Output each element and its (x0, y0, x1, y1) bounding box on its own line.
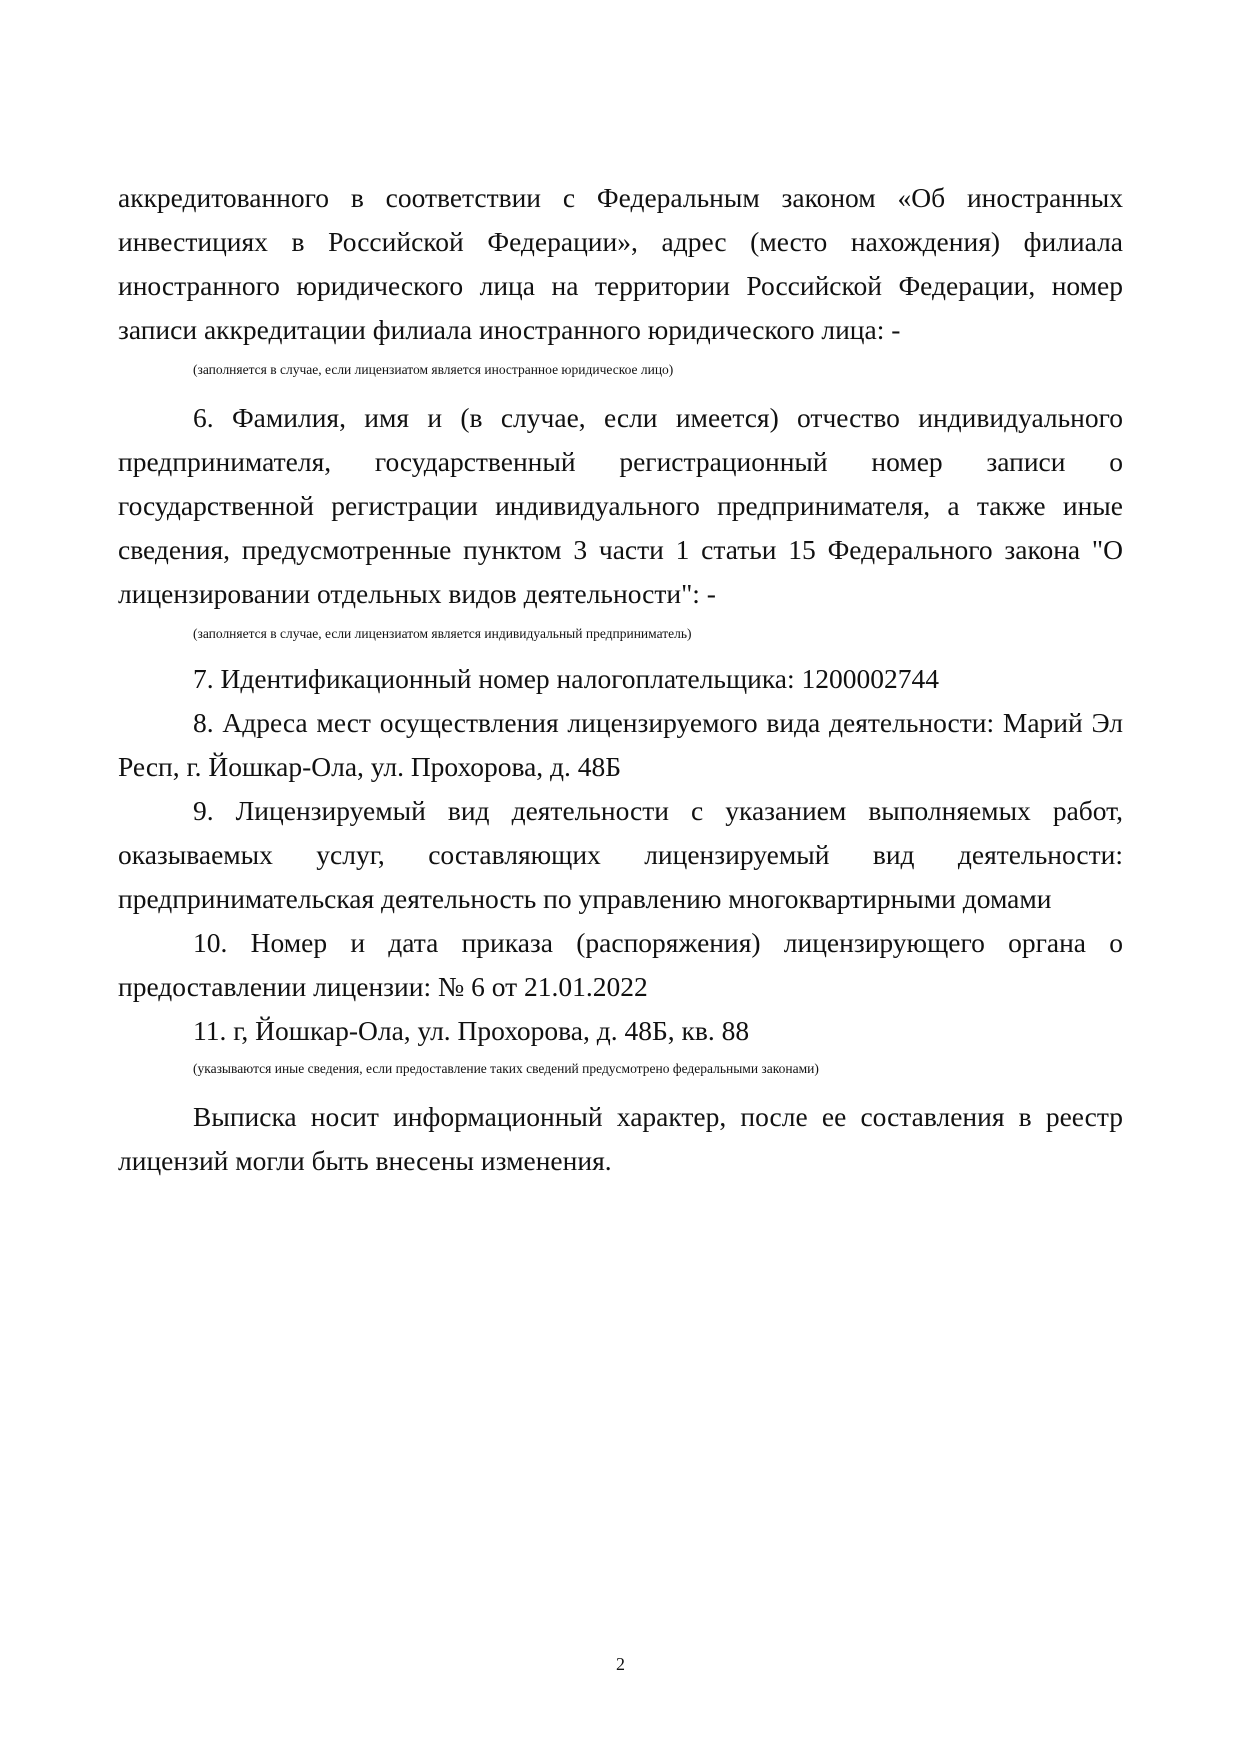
paragraph-6-individual-entrepreneur: 6. Фамилия, имя и (в случае, если имеется) отчество индивидуального предпринимателя, государственный регистрационный номер записи о государственной регистрации индивидуального предпринимателя, а также иные сведения, предусмотренные пунктом 3 части 1 статьи 15 Федерального закона "О лицензировании отдельных видов деятельности": - (118, 402, 1123, 609)
hint-other-info: (указываются иные сведения, если предоставление таких сведений предусмотрено федеральными законами) (193, 1061, 819, 1076)
paragraph-10-order: 10. Номер и дата приказа (распоряжения) лицензирующего органа о предоставлении лицензии: № 6 от 21.01.2022 (118, 927, 1123, 1002)
paragraph-8-addresses: 8. Адреса мест осуществления лицензируемого вида деятельности: Марий Эл Респ, г. Йошкар-Ола, ул. Прохорова, д. 48Б (118, 707, 1123, 782)
hint-individual-entrepreneur: (заполняется в случае, если лицензиатом является индивидуальный предприниматель) (193, 626, 692, 641)
document-body (118, 176, 1123, 1183)
paragraph-9-licensed-activity: 9. Лицензируемый вид деятельности с указанием выполняемых работ, оказываемых услуг, составляющих лицензируемый вид деятельности: предпринимательская деятельность по управлению многоквартирными домами (118, 795, 1123, 914)
paragraph-7-inn: 7. Идентификационный номер налогоплательщика: 1200002744 (193, 663, 940, 694)
page-number: 2 (616, 1654, 625, 1674)
closing-note: Выписка носит информационный характер, после ее составления в реестр лицензий могли быть внесены изменения. (118, 1101, 1123, 1176)
hint-foreign-entity: (заполняется в случае, если лицензиатом является иностранное юридическое лицо) (193, 362, 674, 377)
paragraph-5-continuation: аккредитованного в соответствии с Федеральным законом «Об иностранных инвестициях в Российской Федерации», адрес (место нахождения) филиала иностранного юридического лица на территории Российской Федерации, номер записи аккредитации филиала иностранного юридического лица: - (118, 182, 1123, 345)
paragraph-11-other-info: 11. г, Йошкар-Ола, ул. Прохорова, д. 48Б, кв. 88 (193, 1015, 750, 1046)
